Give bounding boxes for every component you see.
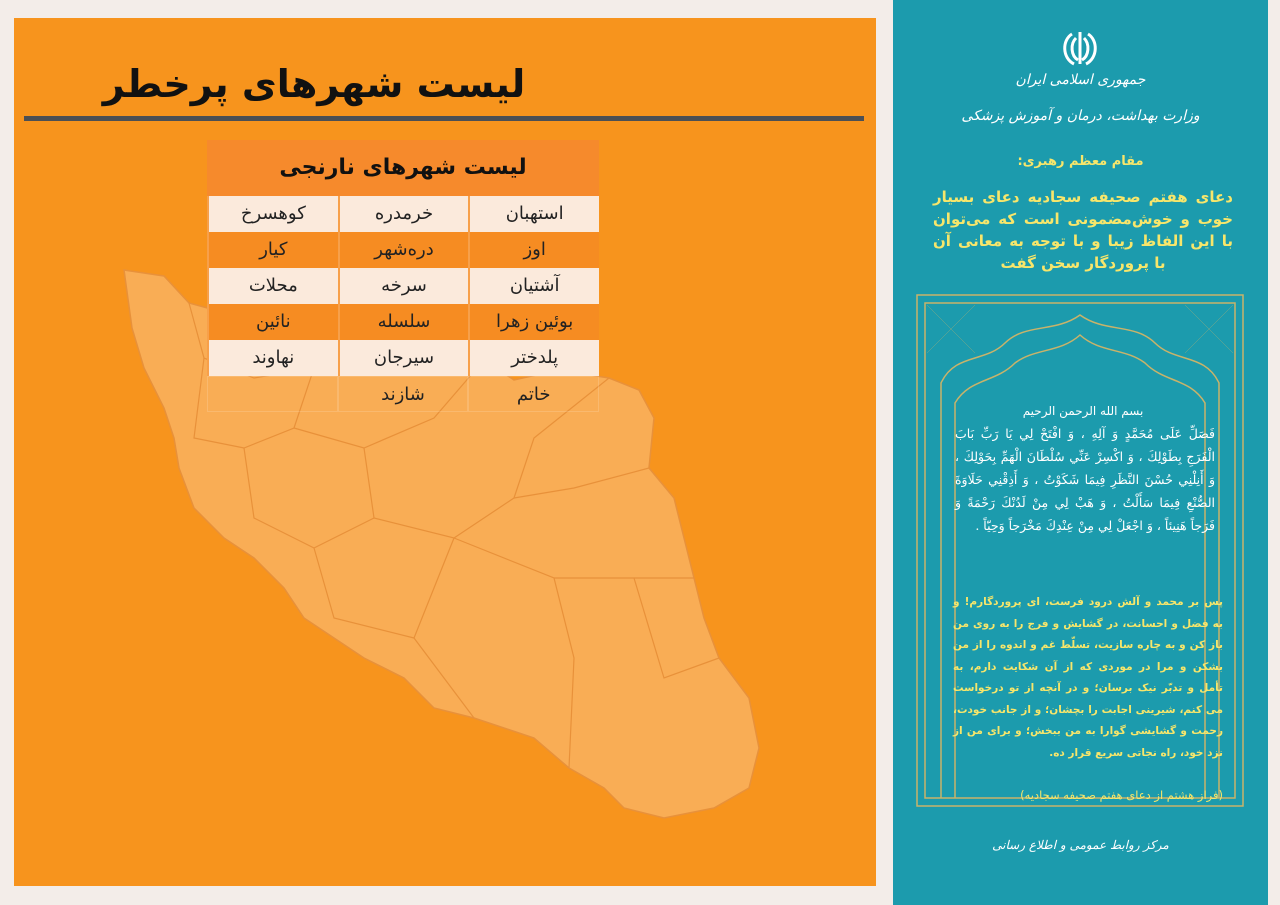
table-row (207, 376, 599, 412)
table-row (207, 304, 599, 340)
table-cell: سرخه (338, 268, 469, 304)
org-name: جمهوری اسلامی ایران (1015, 72, 1146, 88)
table-cell: سیرجان (338, 340, 469, 376)
quote-attribution: مقام معظم رهبری: (1017, 154, 1144, 169)
table-cell: محلات (207, 268, 338, 304)
table-cell: کیار (207, 232, 338, 268)
bismillah: بسم الله الرحمن الرحیم (1022, 404, 1144, 418)
leader-quote: دعای هفتم صحیفه سجادیه دعای بسیار خوب و خوش‌مضمونی است که می‌توان با این الفاظ زیبا و با توجه به معانی آن با پروردگار سخن گفت (933, 188, 1233, 272)
table-cell: نائین (207, 304, 338, 340)
table-row (207, 340, 599, 376)
title-divider (24, 116, 864, 121)
arabic-prayer: فَصَلِّ عَلَى مُحَمَّدٍ وَ آلِهِ ، وَ افْتَحْ لِي يَا رَبِّ بَابَ الْفَرَجِ بِطَوْلِكَ ، وَ اكْسِرْ عَنِّي سُلْطَانَ الْهَمِّ بِحَوْلِكَ ، وَ أَنِلْنِي حُسْنَ النَّظَرِ فِيمَا شَكَوْتُ ، وَ أَذِقْنِي حَلَاوَةَ الصُّنْعِ فِيمَا سَأَلْتُ ، وَ هَبْ لِي مِنْ لَدُنْكَ رَحْمَةً وَ فَرَجاً هَنِيئاً ، وَ اجْعَلْ لِي مِنْ عِنْدِكَ مَخْرَجاً وَحِيّاً . (955, 426, 1215, 533)
prayer-source: (فراز هشتم از دعای هفتم صحیفه سجادیه) (1020, 788, 1223, 802)
page-title: لیست شهرهای پرخطر (102, 62, 526, 106)
ministry-name: وزارت بهداشت، درمان و آموزش پزشکی (961, 108, 1200, 124)
orange-cities-table (207, 140, 599, 412)
orange-panel (14, 18, 876, 886)
table-cell: سلسله (338, 304, 469, 340)
table-cell: بوئین زهرا (468, 304, 599, 340)
table-title: لیست شهرهای نارنجی (207, 140, 599, 196)
iran-emblem-icon (1058, 28, 1102, 68)
table-cell: دره‌شهر (338, 232, 469, 268)
teal-panel (893, 0, 1268, 905)
footer-org: مرکز روابط عمومی و اطلاع رسانی (992, 838, 1169, 852)
table-cell: پلدختر (468, 340, 599, 376)
table-cell: نهاوند (207, 340, 338, 376)
table-cell: استهبان (468, 196, 599, 232)
table-cell (207, 376, 338, 412)
table-cell: کوهسرخ (207, 196, 338, 232)
table-cell: آشتیان (468, 268, 599, 304)
table-cell: اوز (468, 232, 599, 268)
table-row (207, 196, 599, 232)
table-row (207, 232, 599, 268)
persian-translation: پس بر محمد و آلش درود فرست، ای پروردگارم! و به فضل و احسانت، در گشایش و فرج را به روی من باز کن و به چاره سازیت، تسلّط غم و اندوه را از من بشکن و مرا در موردی که از آن شکایت دارم، به تأمل و تدبّر نیک برسان؛ و در آنچه از تو درخواست می کنم، شیرینی اجابت را بچشان؛ و از جانب خودت، رحمت و گشایشی گوارا به من ببخش؛ و برای من از نزد خود، راه نجاتی سریع قرار ده. (953, 596, 1223, 759)
table-cell: خرمدره (338, 196, 469, 232)
table-cell: خاتم (468, 376, 599, 412)
table-cell: شازند (338, 376, 469, 412)
table-row (207, 268, 599, 304)
